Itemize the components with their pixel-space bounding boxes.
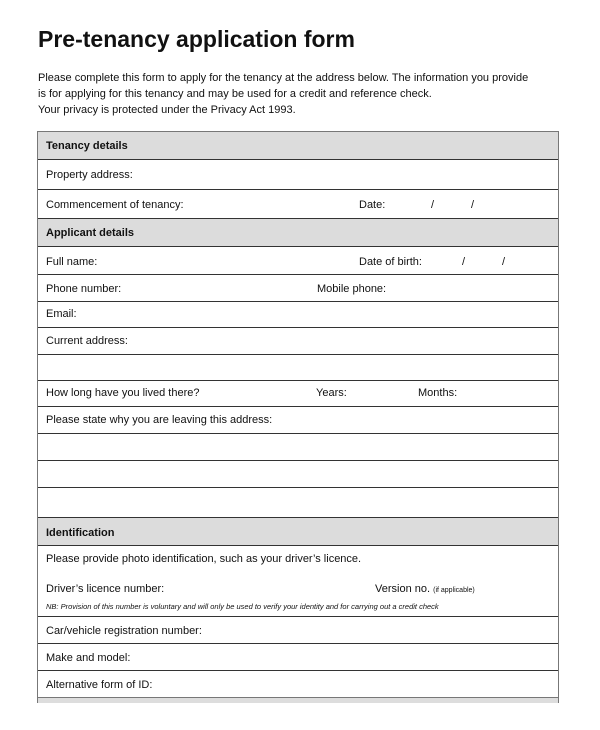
- photo-id-block[interactable]: [38, 546, 558, 617]
- section-heading: Identification: [46, 527, 115, 539]
- property-address-field[interactable]: [38, 160, 558, 190]
- application-form-table: [37, 131, 559, 703]
- date-separator: /: [431, 199, 435, 211]
- section-heading: Tenancy details: [46, 140, 128, 152]
- mobile-label: Mobile phone:: [317, 283, 387, 295]
- intro-line: is for applying for this tenancy and may be used for a credit and reference check.: [38, 88, 432, 100]
- leaving-reason-field[interactable]: [38, 407, 558, 434]
- leaving-reason-line-3[interactable]: [38, 461, 558, 488]
- if-applicable-note: (if applicable): [433, 587, 475, 594]
- section-tenancy-details: [38, 132, 558, 160]
- intro-text: [38, 70, 568, 118]
- months-label: Months:: [418, 387, 458, 399]
- field-label: How long have you lived there?: [46, 387, 200, 399]
- leaving-reason-line-2[interactable]: [38, 434, 558, 461]
- field-label: Make and model:: [46, 652, 131, 664]
- page-title: Pre-tenancy application form: [38, 26, 355, 52]
- field-label: Current address:: [46, 335, 128, 347]
- field-label: Commencement of tenancy:: [46, 199, 184, 211]
- vehicle-registration-field[interactable]: [38, 617, 558, 644]
- field-label: Property address:: [46, 169, 133, 181]
- field-label: Alternative form of ID:: [46, 679, 153, 691]
- field-label: Please state why you are leaving this address:: [46, 414, 273, 426]
- how-long-field[interactable]: [38, 381, 558, 407]
- next-section-strip: [38, 698, 558, 703]
- current-address-field[interactable]: [38, 328, 558, 355]
- phone-field[interactable]: [38, 275, 558, 302]
- dob-label: Date of birth:: [359, 256, 422, 268]
- section-heading: Applicant details: [46, 227, 135, 239]
- version-text: Version no.: [375, 583, 431, 595]
- make-model-field[interactable]: [38, 644, 558, 671]
- intro-line: Please complete this form to apply for the tenancy at the address below. The information you provide: [38, 72, 529, 84]
- years-label: Years:: [316, 387, 347, 399]
- field-label: Full name:: [46, 256, 98, 268]
- intro-line: Your privacy is protected under the Privacy Act 1993.: [38, 104, 296, 116]
- section-applicant-details: [38, 219, 558, 247]
- nb-note: NB: Provision of this number is voluntary and will only be used to verify your identity and for carrying out a credit check: [46, 602, 439, 611]
- date-separator: /: [502, 256, 506, 268]
- licence-label: Driver’s licence number:: [46, 583, 165, 595]
- full-name-field[interactable]: [38, 247, 558, 275]
- field-label: Car/vehicle registration number:: [46, 625, 202, 637]
- photo-id-text: Please provide photo identification, such as your driver’s licence.: [46, 553, 362, 565]
- date-separator: /: [471, 199, 475, 211]
- commencement-field[interactable]: [38, 190, 558, 219]
- version-label: [375, 583, 475, 595]
- field-label: Phone number:: [46, 283, 122, 295]
- alternative-id-field[interactable]: [38, 671, 558, 698]
- leaving-reason-line-4[interactable]: [38, 488, 558, 518]
- email-field[interactable]: [38, 302, 558, 328]
- current-address-line-2[interactable]: [38, 355, 558, 381]
- field-label: Email:: [46, 308, 77, 320]
- date-label: Date:: [359, 199, 386, 211]
- date-separator: /: [462, 256, 466, 268]
- section-identification: [38, 518, 558, 546]
